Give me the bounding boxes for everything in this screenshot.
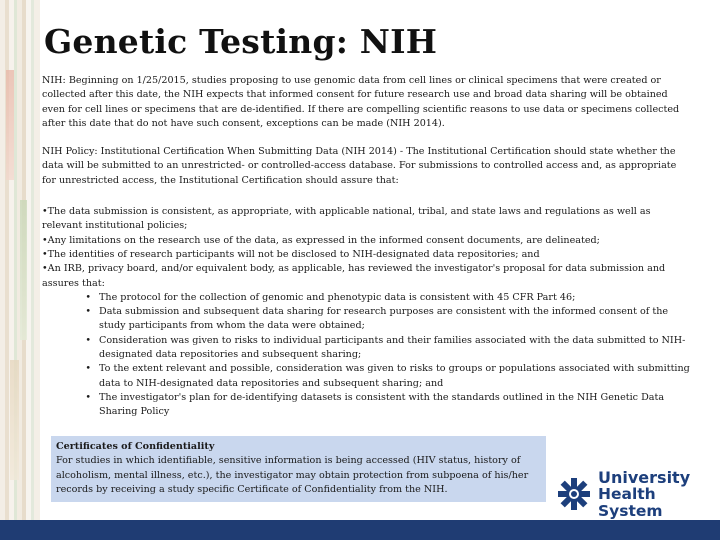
decorative-accent-tan bbox=[10, 360, 19, 480]
slide-body bbox=[42, 74, 692, 420]
assurance-bullet-list bbox=[42, 205, 692, 419]
sub-bullet-text: Data submission and subsequent data sharing for research purposes are consistent with the informed consent of the study participants from whom the data were obtained; bbox=[99, 306, 669, 332]
bullet-dot: • bbox=[85, 306, 91, 318]
star-cross-logo-icon bbox=[556, 476, 592, 512]
university-health-system-logo bbox=[556, 467, 706, 520]
logo-wordmark bbox=[598, 469, 706, 520]
logo-line-university: University bbox=[598, 467, 691, 487]
decorative-accent-green bbox=[20, 200, 27, 340]
sub-bullet-text: To the extent relevant and possible, consideration was given to risks to groups or populations associated with submitting data to NIH-designated data repositories and subsequent sharing; and bbox=[99, 363, 690, 389]
sub-bullet-text: The protocol for the collection of genomic and phenotypic data is consistent with 45 CFR Part 46; bbox=[99, 291, 576, 303]
bullet-item: •Any limitations on the research use of the data, as expressed in the informed consent documents, are delineated; bbox=[42, 234, 600, 246]
bullet-dot: • bbox=[85, 334, 91, 346]
footer-bar bbox=[0, 520, 720, 540]
paragraph-nih-policy-2015: NIH: Beginning on 1/25/2015, studies proposing to use genomic data from cell lines or clinical specimens that were created or collected after this date, the NIH expects that informed consent for future research use and broad data sharing will be obtained even for cell lines or specimens that are de-identified. If there are compelling scientific reasons to use data or specimens collected after this date that do not have such consent, exceptions can be made (NIH 2014). bbox=[42, 75, 680, 129]
decorative-accent-red bbox=[6, 70, 14, 180]
bullet-item: •An IRB, privacy board, and/or equivalent body, as applicable, has reviewed the investigator's proposal for data submission and assures that: bbox=[42, 263, 666, 289]
bullet-item: •The data submission is consistent, as appropriate, with applicable national, tribal, and state laws and regulations as well as relevant institutional policies; bbox=[42, 206, 651, 232]
bullet-dot: • bbox=[85, 391, 91, 403]
sub-bullet-item bbox=[42, 391, 692, 420]
logo-line-health-system: Health System bbox=[598, 484, 663, 520]
irb-sub-bullet-list bbox=[42, 291, 692, 420]
paragraph-institutional-certification: NIH Policy: Institutional Certification When Submitting Data (NIH 2014) - The Institutional Certification should state whether the data will be submitted to an unrestricted- or controlled-access database. For submissions to controlled access and, as appropriate for unrestricted access, the Institutional Certification should assure that: bbox=[42, 146, 677, 186]
callout-title: Certificates of Confidentiality bbox=[56, 441, 215, 452]
sub-bullet-item bbox=[42, 334, 692, 363]
sub-bullet-text: The investigator's plan for de-identifying datasets is consistent with the standards outlined in the NIH Genetic Data Sharing Policy bbox=[99, 391, 665, 418]
callout-text: For studies in which identifiable, sensitive information is being accessed (HIV status, history of alcoholism, mental illness, etc.), the investigator may obtain protection from subpoena of his/her records by receiving a study specific Certificate of Confidentiality from the NIH. bbox=[56, 455, 529, 495]
sub-bullet-item bbox=[42, 362, 692, 391]
sub-bullet-item bbox=[42, 291, 692, 305]
slide-title: Genetic Testing: NIH bbox=[44, 22, 438, 61]
sub-bullet-text: Consideration was given to risks to individual participants and their families associated with the data submitted to NIH-designated data repositories and subsequent sharing; bbox=[99, 334, 686, 361]
confidentiality-callout-box bbox=[51, 436, 546, 502]
bullet-item: •The identities of research participants will not be disclosed to NIH-designated data repositories; and bbox=[42, 248, 540, 260]
bullet-dot: • bbox=[85, 291, 91, 303]
bullet-dot: • bbox=[85, 363, 91, 375]
sub-bullet-item bbox=[42, 305, 692, 334]
